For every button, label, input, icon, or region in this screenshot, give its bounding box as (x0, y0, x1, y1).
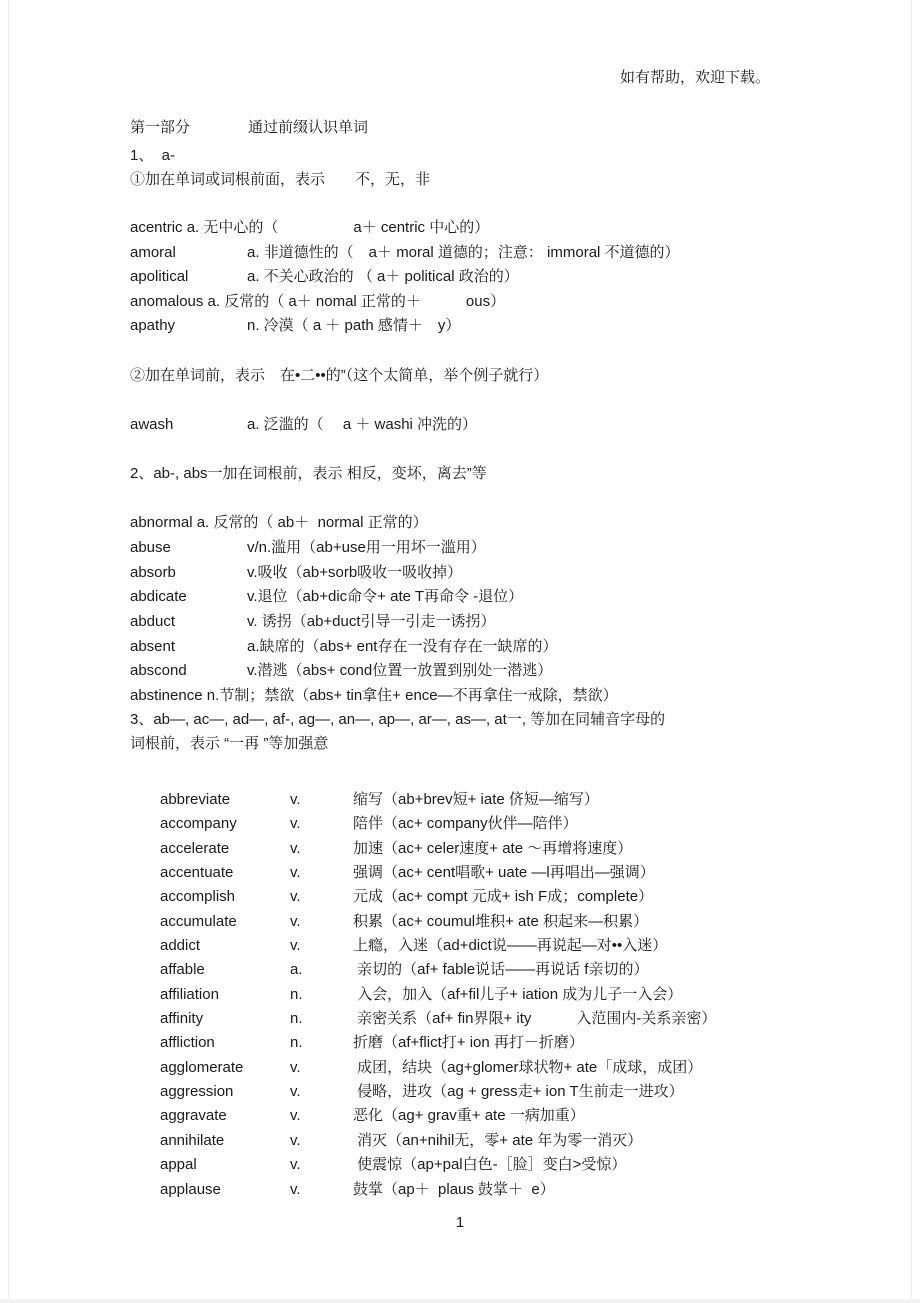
entry-definition: n. 冷漠（ a ＋ path 感情＋ y） (247, 317, 461, 334)
entry-part-of-speech: v. (290, 864, 301, 882)
entry-definition: 恶化（ag+ grav重+ ate 一病加重） (353, 1107, 585, 1125)
table-row (160, 958, 920, 982)
entry-definition: 侵略，进攻（ag + gress走+ ion T生前走一进攻） (353, 1083, 684, 1101)
title-text: 通过前缀认识单词 (248, 119, 369, 136)
entry-word: agglomerate (160, 1058, 244, 1076)
prefix1-rule2: ②加在单词前，表示 在•二••的”（这个太简单，举个例子就行） (130, 367, 549, 384)
entry-definition: a. 非道德性的（ a＋ moral 道德的；注意： immoral 不道德的） (247, 244, 680, 261)
entry-word: aggravate (160, 1107, 227, 1125)
word-entry (130, 587, 920, 607)
entry-word: absorb (130, 564, 176, 581)
entry-word: amoral (130, 244, 176, 261)
entry-definition: a.缺席的（abs+ ent存在一没有存在一缺席的） (247, 638, 558, 655)
table-row (160, 1056, 920, 1080)
table-row (160, 910, 920, 934)
word-entry (130, 538, 920, 558)
entry-definition: v. 诱拐（ab+duct引导一引走一诱拐） (247, 613, 496, 630)
entry-definition: v.潜逃（abs+ cond位置一放置到别处一潜逃） (247, 662, 553, 679)
entry-definition: 加速（ac+ celer速度+ ate 〜再增将速度） (353, 839, 633, 857)
page-bottom-edge (0, 1299, 920, 1303)
entry-part-of-speech: v. (290, 912, 301, 930)
entry-word: abscond (130, 662, 187, 679)
entry-word: annihilate (160, 1131, 225, 1149)
entry-definition: 亲切的（af+ fable说话——再说话 f亲切的） (353, 961, 649, 979)
entry-part-of-speech: n. (290, 1010, 303, 1028)
entry-definition: 积累（ac+ coumul堆积+ ate 积起来—积累） (353, 912, 649, 930)
entry-part-of-speech: v. (290, 1156, 301, 1174)
entry-part-of-speech: v. (290, 1107, 301, 1125)
entry-word: accumulate (160, 912, 237, 930)
entry-word: abdicate (130, 588, 187, 605)
entry-word: accentuate (160, 864, 234, 882)
table-row (160, 1153, 920, 1177)
table-row (160, 983, 920, 1007)
entry-word: accelerate (160, 839, 230, 857)
entry-definition: 使震惊（ap+pal白色-［脸］变白>受惊） (353, 1156, 627, 1174)
entry-definition: v.吸收（ab+sorb吸收一吸收掉） (247, 564, 463, 581)
word-entry (130, 563, 920, 583)
entry-part-of-speech: v. (290, 815, 301, 833)
entry-part-of-speech: n. (290, 985, 303, 1003)
title-part-label: 第一部分 (130, 119, 191, 136)
entry-word: abuse (130, 539, 171, 556)
word-entry: abnormal a. 反常的（ ab＋ normal 正常的） (130, 514, 428, 531)
prefix1-rule1: ①加在单词或词根前面，表示 不，无，非 (130, 171, 431, 188)
table-row (160, 1031, 920, 1055)
entry-definition: 陪伴（ac+ company伙伴—陪伴） (353, 815, 578, 833)
entry-part-of-speech: v. (290, 791, 301, 808)
entry-word: affiliation (160, 985, 219, 1003)
page-number: 1 (455, 1213, 465, 1231)
entry-part-of-speech: n. (290, 1034, 303, 1052)
prefix3-heading-line2: 词根前，表示 “一再 ”等加强意 (130, 735, 329, 752)
entry-part-of-speech: a. (290, 961, 303, 979)
entry-word: aggression (160, 1083, 234, 1101)
word-entry (130, 637, 920, 657)
entry-word: abbreviate (160, 791, 231, 808)
entry-word: affinity (160, 1010, 204, 1028)
entry-definition: 缩写（ab+brev短+ iate 侪短—缩写） (353, 791, 599, 808)
word-table (160, 788, 920, 1202)
word-entry (130, 661, 920, 681)
page-right-edge (911, 0, 912, 1303)
entry-definition: 消灭（an+nihil无，零+ ate 年为零一消灭） (353, 1131, 643, 1149)
entry-definition: 成团，结块（ag+glomer球状物+ ate「成球，成团） (353, 1058, 703, 1076)
entry-word: appal (160, 1156, 197, 1174)
entry-word: apolitical (130, 268, 189, 285)
entry-word: affliction (160, 1034, 215, 1052)
entry-word: accomplish (160, 888, 236, 906)
entry-word: accompany (160, 815, 237, 833)
entry-definition: v.退位（ab+dic命令+ ate T再命令 -退位） (247, 588, 524, 605)
prefix1-heading: 1、 a- (130, 147, 176, 164)
entry-definition: 亲密关系（af+ fin界限+ ity 入范围内-关系亲密） (353, 1010, 717, 1028)
download-note: 如有帮助，欢迎下载。 (620, 69, 771, 86)
table-row (160, 788, 920, 812)
entry-word: apathy (130, 317, 176, 334)
entry-word: applause (160, 1180, 221, 1198)
entry-part-of-speech: v. (290, 1180, 301, 1198)
table-row (160, 1104, 920, 1128)
entry-definition: 强调（ac+ cent唱歌+ uate —l再唱出—强调） (353, 864, 655, 882)
entry-definition: a. 泛滥的（ a ＋ washi 冲洗的） (247, 416, 478, 433)
word-entry (130, 243, 920, 263)
entry-word: abduct (130, 613, 176, 630)
table-row (160, 861, 920, 885)
table-row (160, 1007, 920, 1031)
entry-word: absent (130, 638, 176, 655)
entry-definition: 元成（ac+ compt 元成+ ish F成；complete） (353, 888, 654, 906)
entry-word: affable (160, 961, 205, 979)
table-row (160, 812, 920, 836)
entry-definition: 鼓掌（ap＋ plaus 鼓掌＋ e） (353, 1180, 555, 1198)
entry-word: addict (160, 937, 201, 955)
word-entry (130, 316, 920, 336)
entry-definition: 入会，加入（af+fil儿子+ iation 成为儿子一入会） (353, 985, 683, 1003)
entry-part-of-speech: v. (290, 888, 301, 906)
page-left-edge (8, 0, 9, 1303)
entry-definition: v/n.滥用（ab+use用一用坏一滥用） (247, 539, 486, 556)
word-entry (130, 612, 920, 632)
entry-definition: 上瘾，入迷（ad+dict说——再说起—对••入迷） (353, 937, 668, 955)
entry-part-of-speech: v. (290, 1083, 301, 1101)
word-entry (130, 415, 920, 435)
document-title (130, 118, 920, 138)
table-row (160, 837, 920, 861)
entry-part-of-speech: v. (290, 937, 301, 955)
table-row (160, 1178, 920, 1202)
word-entry: acentric a. 无中心的（ a＋ centric 中心的） (130, 219, 490, 236)
prefix2-heading: 2、ab-, abs一加在词根前，表示 相反，变坏，离去”等 (130, 465, 487, 482)
entry-definition: a. 不关心政治的 （ a＋ political 政治的） (247, 268, 519, 285)
entry-part-of-speech: v. (290, 1131, 301, 1149)
word-entry: anomalous a. 反常的（ a＋ nomal 正常的＋ ous） (130, 293, 506, 310)
table-row (160, 1129, 920, 1153)
word-entry (130, 267, 920, 287)
entry-part-of-speech: v. (290, 1058, 301, 1076)
word-entry: abstinence n.节制；禁欲（abs+ tin拿住+ ence—不再拿住一戒除，禁欲） (130, 687, 618, 704)
prefix3-heading-line1: 3、ab—, ac—, ad—, af-, ag—, an—, ap—, ar—, as—, at一, 等加在同辅音字母的 (130, 711, 666, 728)
table-row (160, 1080, 920, 1104)
table-row (160, 885, 920, 909)
table-row (160, 934, 920, 958)
entry-word: awash (130, 416, 174, 433)
entry-definition: 折磨（af+flict打+ ion 再打－折磨） (353, 1034, 584, 1052)
entry-part-of-speech: v. (290, 839, 301, 857)
